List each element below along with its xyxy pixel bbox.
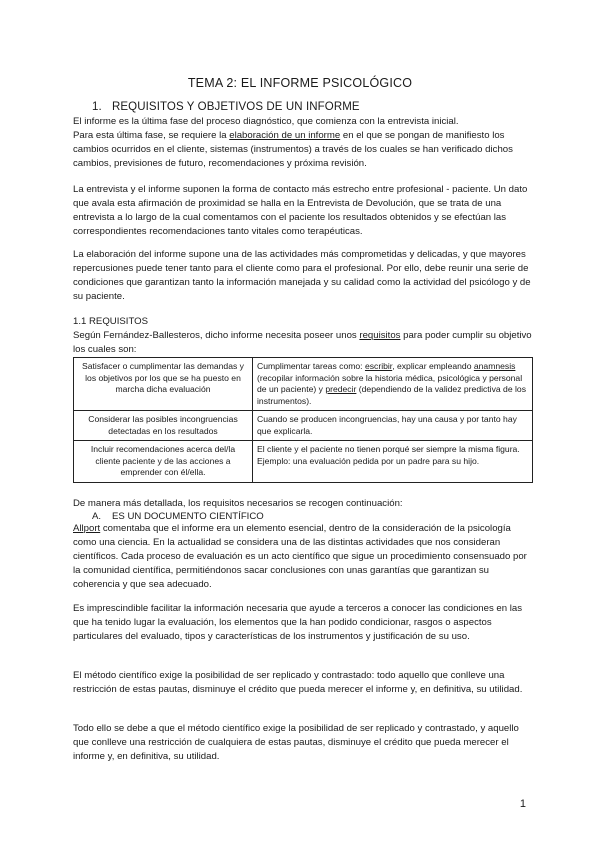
underlined-term: escribir <box>364 361 393 371</box>
underlined-term: Allport <box>73 523 101 534</box>
subsection-letter: A. <box>92 511 102 522</box>
text-run: (dependiendo de la validez predictiva de los instrumentos). <box>257 384 526 406</box>
table-cell <box>253 441 533 483</box>
text-run: para poder cumplir su objetivo los cuales son: <box>73 330 532 355</box>
paragraph-text: La entrevista y el informe suponen la forma de contacto más estrecho entre profesional - paciente. Un dato que avala esta afirmación de proximidad se halla en la Entrevista de Devolución, que se trata de una entrevista a lo largo de la cual comentamos con el paciente los resultados obtenidos y se efectúan las correspondientes recomendaciones tanto vitales como terapéuticas. <box>73 184 528 237</box>
paragraph-text: Es imprescindible facilitar la información necesaria que ayude a terceros a conocer las condiciones en las que ha tenido lugar la evaluación, los elementos que la han podido condicionar, rasgos o aspectos particulares del evaluado, tipos y características de los instrumentos y justificación de su uso. <box>73 603 523 642</box>
text-run: El cliente y el paciente no tienen porqué ser siempre la misma figura. <box>257 444 520 454</box>
subsection-a-heading <box>92 511 264 522</box>
subA-paragraph-4 <box>73 722 535 764</box>
paragraph-text: El método científico exige la posibilidad de ser replicado y contrastado: todo aquello que conlleve una restricción de estas pautas, disminuye el crédito que pueda merecer el informe y, en definitiva, su utilidad. <box>73 670 523 695</box>
page-number: 1 <box>519 798 526 810</box>
section1-paragraph-3 <box>73 248 535 304</box>
intro-line: El informe es la última fase del proceso diagnóstico, que comienza con la entrevista inicial. <box>73 116 459 127</box>
document-title: TEMA 2: EL INFORME PSICOLÓGICO <box>187 76 413 90</box>
section-heading <box>92 101 360 113</box>
requisitos-table <box>73 357 533 483</box>
underlined-term: elaboración de un informe <box>229 130 341 141</box>
text-run: , explicar empleando <box>392 361 474 371</box>
subA-paragraph-2 <box>73 602 535 644</box>
subA-paragraph-1 <box>73 522 535 592</box>
detail-intro: De manera más detallada, los requisitos necesarios se recogen continuación: <box>73 498 403 509</box>
text-run: Cumplimentar tareas como: <box>257 361 365 371</box>
text-run: comentaba que el informe era un elemento esencial, dentro de la consideración de la psicología como una ciencia. En la actualidad se considera una de las distintas actividades que nos consideran científicos. Cada proceso de evaluación es un acto científico que sigue un procedimiento consensuado por la comunidad científica, permitiéndonos sacar conclusiones con unas garantías que garantizan su coherencia y que sea adecuado. <box>73 523 527 590</box>
underlined-term: predecir <box>325 384 357 394</box>
subA-paragraph-3 <box>73 669 535 697</box>
table-cell: Incluir recomendaciones acerca del/la cliente paciente y de las acciones a emprender con él/ella. <box>74 441 253 483</box>
subsection-heading: 1.1 REQUISITOS <box>73 316 148 327</box>
text-run: Según Fernández-Ballesteros, dicho informe necesita poseer unos <box>73 330 360 341</box>
section1-paragraph-1 <box>73 115 535 171</box>
text-run: (recopilar información sobre la historia médica, psicológica y personal de un paciente) y <box>257 372 523 394</box>
text-run: Ejemplo: una evaluación pedida por un padre para su hijo. <box>257 455 480 466</box>
paragraph-text: La elaboración del informe supone una de las actividades más comprometidas y delicadas, y que mayores repercusiones puede tener tanto para el cliente como para el profesional. Por ello, debe reunir una serie de condiciones que garantizan tanto la información manejada y su calidad como la actividad del psicólogo y de su paciente. <box>73 249 531 302</box>
underlined-term: requisitos <box>359 330 401 341</box>
table-row <box>74 411 533 441</box>
section1-paragraph-2 <box>73 183 535 239</box>
informe-paragraph <box>73 129 535 171</box>
table-row <box>74 358 533 411</box>
table-cell: Satisfacer o cumplimentar las demandas y los objetivos por los que se ha puesto en marcha dicha evaluación <box>74 358 253 411</box>
section-number: 1. <box>92 101 102 113</box>
section-title: REQUISITOS Y OBJETIVOS DE UN INFORME <box>112 101 360 113</box>
requisitos-intro <box>73 329 535 357</box>
table-cell <box>253 358 533 411</box>
text-run: en el que se pongan de manifiesto los cambios ocurridos en el cliente, sistemas (instrumentos) a través de los cuales se han verificado dichos cambios, previsiones de futuro, recomendaciones y próxima revisión. <box>73 130 513 169</box>
paragraph-text: Todo ello se debe a que el método científico exige la posibilidad de ser replicado y contrastado, y aquello que conlleve una restricción de cualquiera de estas pautas, disminuye el crédito que pueda merecer el informe y, en definitiva, su utilidad. <box>73 723 519 762</box>
table-cell: Considerar las posibles incongruencias detectadas en los resultados <box>74 411 253 441</box>
table-row <box>74 441 533 483</box>
underlined-term: anamnesis <box>473 361 516 371</box>
text-run: Para esta última fase, se requiere la <box>73 130 230 141</box>
table-cell: Cuando se producen incongruencias, hay una causa y por tanto hay que explicarla. <box>253 411 533 441</box>
subsection-title: ES UN DOCUMENTO CIENTÍFICO <box>112 511 264 522</box>
